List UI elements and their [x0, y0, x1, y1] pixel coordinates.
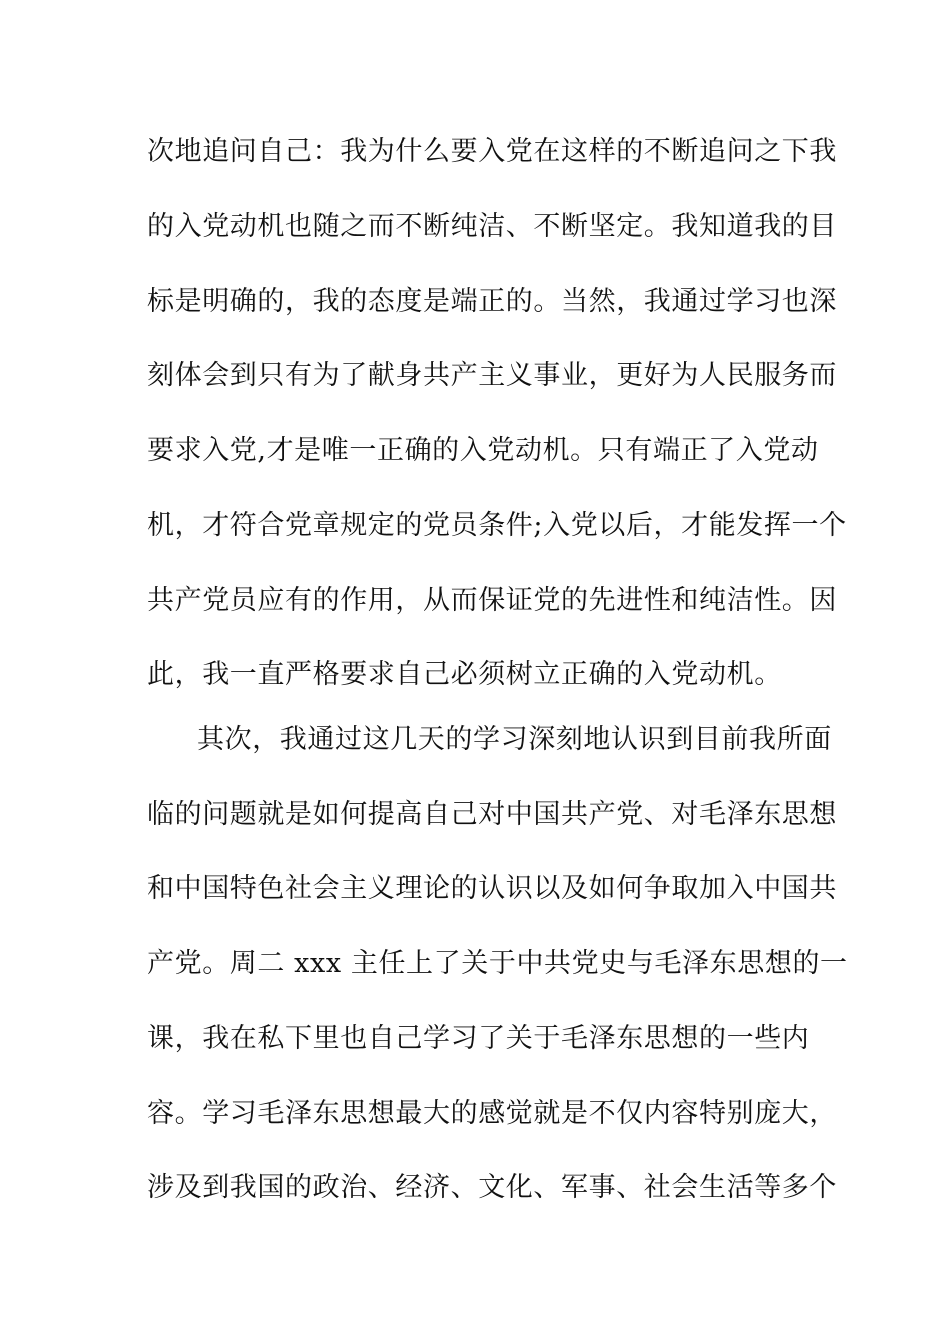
text-line: 此，我一直严格要求自己必须树立正确的入党动机。 [147, 659, 782, 690]
text-line: 刻体会到只有为了献身共产主义事业，更好为人民服务而 [147, 360, 837, 391]
text-line: 次地追问自己：我为什么要入党在这样的不断追问之下我 [147, 136, 837, 167]
text-line: 的入党动机也随之而不断纯洁、不断坚定。我知道我的目 [147, 211, 837, 242]
text-line: 课，我在私下里也自己学习了关于毛泽东思想的一些内 [147, 1023, 810, 1054]
text-line: 共产党员应有的作用，从而保证党的先进性和纯洁性。因 [147, 585, 837, 616]
text-line: 和中国特色社会主义理论的认识以及如何争取加入中国共 [147, 873, 837, 904]
text-line: 标是明确的，我的态度是端正的。当然，我通过学习也深 [147, 286, 837, 317]
text-line: 产党。周二 xxx 主任上了关于中共党史与毛泽东思想的一 [147, 948, 848, 979]
text-line: 临的问题就是如何提高自己对中国共产党、对毛泽东思想 [147, 799, 837, 830]
paragraph-first-line: 其次，我通过这几天的学习深刻地认识到目前我所面 [197, 724, 832, 755]
text-line: 机，才符合党章规定的党员条件;入党以后，才能发挥一个 [147, 510, 847, 541]
text-line: 涉及到我国的政治、经济、文化、军事、社会生活等多个 [147, 1172, 837, 1203]
text-line: 要求入党,才是唯一正确的入党动机。只有端正了入党动 [147, 435, 819, 466]
text-line: 容。学习毛泽东思想最大的感觉就是不仅内容特别庞大， [147, 1098, 837, 1129]
